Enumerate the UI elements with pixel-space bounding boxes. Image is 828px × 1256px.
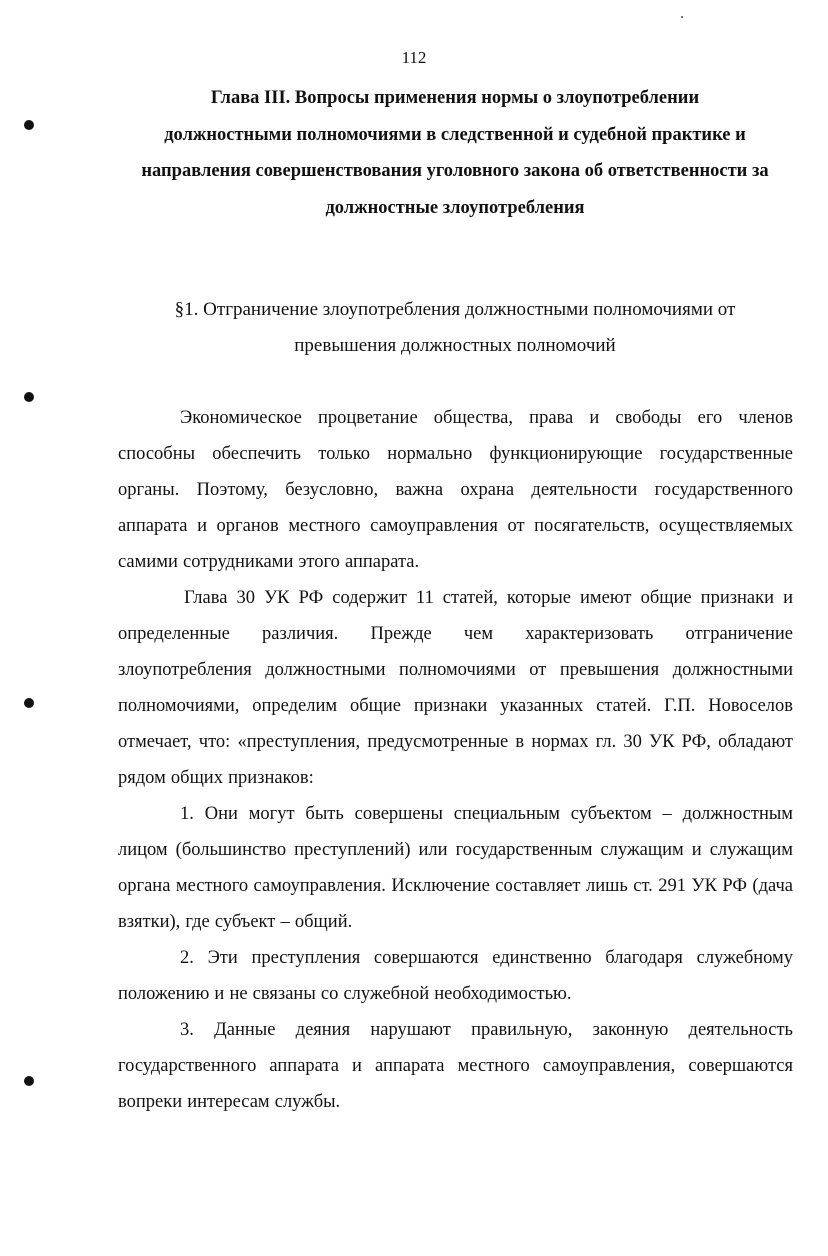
- list-item: 2. Эти преступления совершаются единственно благодаря служебному положению и не связаны со служебной необходимостью.: [118, 948, 793, 1004]
- section-title: [110, 292, 800, 364]
- paragraph: Экономическое процветание общества, права и свободы его членов способны обеспечить только нормально функционирующие государственные органы. Поэтому, безусловно, важна охрана деятельности государственного аппарата и органов местного самоуправления от посягательств, осуществляемых самими сотрудниками этого аппарата.: [118, 408, 793, 572]
- list-item: 3. Данные деяния нарушают правильную, законную деятельность государственного аппарата и аппарата местного самоуправления, совершаются вопреки интересам службы.: [118, 1020, 793, 1112]
- binding-hole-dot: [24, 698, 34, 708]
- section-title-line: превышения должностных полномочий: [294, 335, 616, 356]
- page-number: 112: [401, 48, 427, 67]
- binding-hole-dot: [24, 1076, 34, 1086]
- paragraph: Глава 30 УК РФ содержит 11 статей, которые имеют общие признаки и определенные различия. Прежде чем характеризовать отграничение злоупотребления должностными полномочиями от превышения должностными полномочиями, определим общие признаки указанных статей. Г.П. Новоселов отмечает, что: «преступления, предусмотренные в нормах гл. 30 УК РФ, обладают рядом общих признаков:: [118, 588, 793, 788]
- chapter-title-line: направления совершенствования уголовного закона об ответственности за: [141, 161, 769, 181]
- body-text: [118, 400, 793, 1120]
- chapter-title: [110, 80, 800, 226]
- scan-speck: [681, 16, 683, 18]
- binding-hole-dot: [24, 392, 34, 402]
- chapter-title-line: должностными полномочиями в следственной и судебной практике и: [164, 124, 746, 145]
- section-title-line: §1. Отграничение злоупотребления должностными полномочиями от: [174, 299, 736, 320]
- list-item: 1. Они могут быть совершены специальным субъектом – должностным лицом (большинство преступлений) или государственным служащим и служащим органа местного самоуправления. Исключение составляет лишь ст. 291 УК РФ (дача взятки), где субъект – общий.: [118, 804, 793, 932]
- chapter-title-line: Глава III. Вопросы применения нормы о злоупотреблении: [210, 88, 700, 108]
- chapter-title-line: должностные злоупотребления: [325, 197, 585, 218]
- binding-hole-dot: [24, 120, 34, 130]
